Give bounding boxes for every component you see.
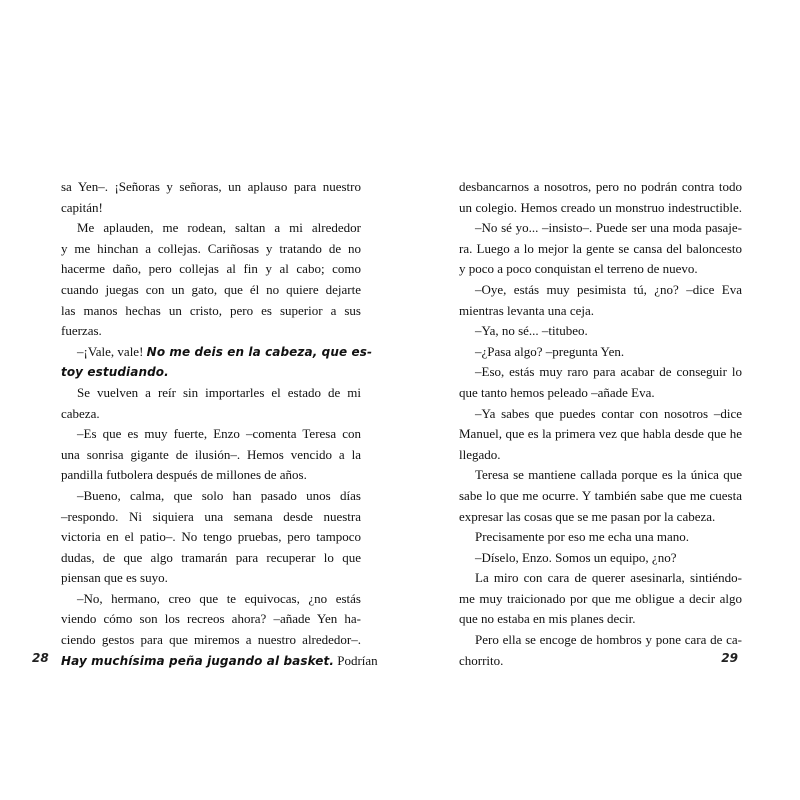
text-line xyxy=(61,589,361,610)
text-line xyxy=(61,465,361,486)
line-text: fuerzas. xyxy=(61,323,102,339)
line-text: –¿Pasa algo? –pregunta Yen. xyxy=(475,343,625,359)
line-text: que tanto hemos peleado –añade Eva. xyxy=(459,384,655,400)
line-text: sa Yen–. ¡Señoras y señoras, un aplauso para nuestro xyxy=(61,179,361,194)
line-text: una sonrisa gigante de ilusión–. Hemos vencido a la xyxy=(61,446,361,462)
text-line xyxy=(459,424,742,445)
page-number: 29 xyxy=(721,651,738,665)
line-text: dudas, de que algo tramarán para recuperar lo que xyxy=(61,549,361,565)
line-text: chorrito. xyxy=(459,652,504,668)
text-line xyxy=(459,177,742,198)
line-text: hacerme daño, pero collejas al fin y al cabo; como xyxy=(61,261,361,277)
text-line xyxy=(459,383,742,404)
text-line xyxy=(61,630,361,651)
emphasized-text: toy estudiando. xyxy=(61,365,169,380)
text-line xyxy=(459,259,742,280)
text-line xyxy=(459,548,742,569)
line-text: piensan que es suyo. xyxy=(61,570,168,586)
line-text: La miro con cara de querer asesinarla, sintiéndo- xyxy=(475,570,742,586)
text-line xyxy=(459,321,742,342)
line-text: Teresa se mantiene callada porque es la única que xyxy=(475,467,742,483)
line-text: Precisamente por eso me echa una mano. xyxy=(475,529,690,545)
line-text: me muy traicionado por que me obligue a decir algo xyxy=(459,590,742,606)
text-line xyxy=(61,445,361,466)
text-line xyxy=(459,239,742,260)
line-text: mientras levanta una ceja. xyxy=(459,302,594,318)
right-page-text xyxy=(459,177,742,671)
text-line xyxy=(459,342,742,363)
text-line xyxy=(61,383,361,404)
text-line xyxy=(61,321,361,342)
text-line xyxy=(61,486,361,507)
text-line xyxy=(459,218,742,239)
text-line xyxy=(61,507,361,528)
line-text: –Oye, estás muy pesimista tú, ¿no? –dice Eva xyxy=(475,281,742,297)
line-text: ra. Luego a lo mejor la gente se cansa del baloncesto xyxy=(459,240,742,256)
line-text: que no estaba en mis planes decir. xyxy=(459,611,636,627)
line-text: desbancarnos a nosotros, pero no podrán contra todo xyxy=(459,179,742,194)
text-line xyxy=(459,651,742,672)
text-line xyxy=(61,280,361,301)
text-line xyxy=(459,404,742,425)
text-line xyxy=(61,301,361,322)
text-line xyxy=(61,548,361,569)
text-line xyxy=(459,486,742,507)
text-line xyxy=(61,609,361,630)
text-line xyxy=(459,445,742,466)
text-line xyxy=(61,568,361,589)
line-text: expresar las cosas que se me pasan por la cabeza. xyxy=(459,508,716,524)
line-text: Manuel, que es la primera vez que habla desde que he xyxy=(459,426,742,442)
line-text: Pero ella se encoge de hombros y pone cara de ca- xyxy=(475,632,742,648)
text-line xyxy=(459,568,742,589)
text-line xyxy=(61,259,361,280)
text-line xyxy=(459,589,742,610)
line-text: un colegio. Hemos creado un monstruo indestructible. xyxy=(459,199,742,215)
line-text: –Eso, estás muy raro para acabar de conseguir lo xyxy=(475,364,742,380)
text-line xyxy=(61,424,361,445)
text-line xyxy=(61,177,361,198)
line-text: –Ya sabes que puedes contar con nosotros –dice xyxy=(475,405,742,421)
line-text: llegado. xyxy=(459,446,501,462)
text-line xyxy=(459,507,742,528)
line-text: –respondo. Ni siquiera una semana desde nuestra xyxy=(61,508,361,524)
line-text: victoria en el patio–. No tengo pruebas, pero tampoco xyxy=(61,529,361,545)
left-page-text xyxy=(61,177,378,671)
line-text: –Bueno, calma, que solo han pasado unos días xyxy=(77,487,361,503)
line-text: capitán! xyxy=(61,199,103,215)
right-page xyxy=(400,0,800,800)
line-text: –No, hermano, creo que te equivocas, ¿no estás xyxy=(77,590,361,606)
text-line xyxy=(459,198,742,219)
line-text: viendo cómo son los recreos ahora? –añade Yen ha- xyxy=(61,611,361,627)
text-line xyxy=(61,342,373,363)
line-text: –Ya, no sé... –titubeo. xyxy=(475,323,588,339)
line-text: –¡Vale, vale! xyxy=(77,343,147,359)
line-text: –No sé yo... –insisto–. Puede ser una moda pasaje- xyxy=(475,220,742,236)
line-text: Me aplauden, me rodean, saltan a mi alrededor xyxy=(77,220,361,236)
emphasized-text: No me deis en la cabeza, que es- xyxy=(146,344,373,359)
line-text: las manos hechas un cristo, pero es superior a sus xyxy=(61,302,361,318)
line-text: cuando juegas con un gato, que él no quiere dejarte xyxy=(61,281,361,297)
text-line xyxy=(61,218,361,239)
line-text: y me hinchan a collejas. Cariñosas y tratando de no xyxy=(61,240,361,256)
text-line xyxy=(61,362,361,383)
text-line xyxy=(459,280,742,301)
line-text: ciendo gestos para que miremos a nuestro alrededor–. xyxy=(61,632,361,648)
line-text: Podrían xyxy=(333,652,378,668)
line-text: sabe lo que me ocurre. Y también sabe que me cuesta xyxy=(459,487,742,503)
line-text: y poco a poco conquistan el terreno de nuevo. xyxy=(459,261,698,277)
page-number: 28 xyxy=(32,651,49,665)
text-line xyxy=(459,630,742,651)
text-line xyxy=(459,301,742,322)
text-line xyxy=(61,651,378,672)
emphasized-text: Hay muchísima peña jugando al basket. xyxy=(61,653,334,668)
text-line xyxy=(459,362,742,383)
text-line xyxy=(61,527,361,548)
text-line xyxy=(61,198,361,219)
text-line xyxy=(459,609,742,630)
text-line xyxy=(61,239,361,260)
line-text: pandilla futbolera después de millones de años. xyxy=(61,467,307,483)
text-line xyxy=(61,404,361,425)
line-text: –Es que es muy fuerte, Enzo –comenta Teresa con xyxy=(77,426,361,442)
text-line xyxy=(459,527,742,548)
text-line xyxy=(459,465,742,486)
line-text: –Díselo, Enzo. Somos un equipo, ¿no? xyxy=(475,549,677,565)
line-text: Se vuelven a reír sin importarles el estado de mi xyxy=(77,384,361,400)
line-text: cabeza. xyxy=(61,405,100,421)
